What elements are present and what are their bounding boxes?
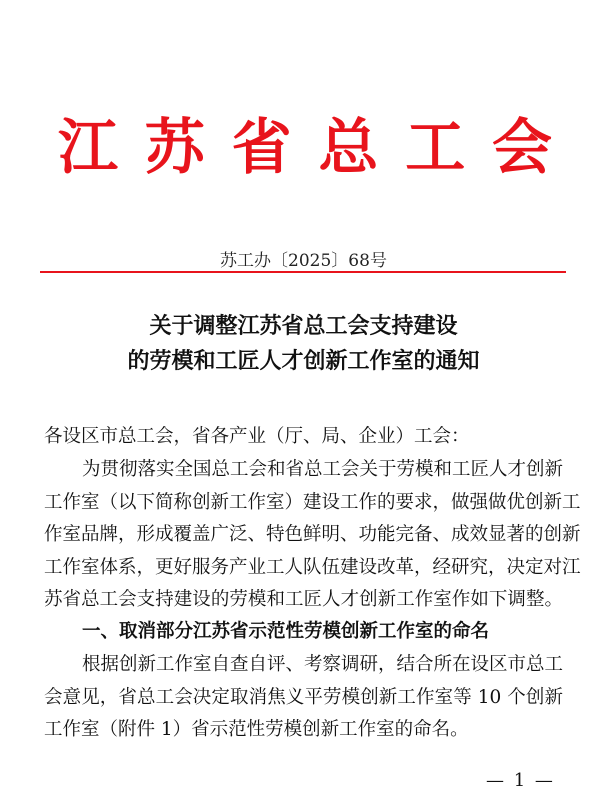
paragraph-line: 工作室（附件 1）省示范性劳模创新工作室的命名。 [44, 719, 469, 740]
paragraph-line: 为贯彻落实全国总工会和省总工会关于劳模和工匠人才创新 [82, 459, 564, 480]
paragraph-line: 会意见，省总工会决定取消焦义平劳模创新工作室等 10 个创新 [44, 687, 563, 708]
org-char: 总 [318, 113, 379, 183]
org-char: 省 [231, 113, 292, 183]
paragraph-line: 工作室（以下简称创新工作室）建设工作的要求，做强做优创新工 [44, 492, 581, 513]
red-divider [40, 271, 566, 273]
org-char: 工 [405, 113, 466, 183]
org-char: 苏 [144, 113, 205, 183]
org-char: 会 [491, 113, 552, 183]
document-number: 苏工办〔2025〕68号 [220, 251, 387, 271]
salutation: 各设区市总工会，省各产业（厅、局、企业）工会： [44, 426, 470, 447]
section-heading: 一、取消部分江苏省示范性劳模创新工作室的命名 [82, 621, 490, 642]
paragraph-line: 工作室体系，更好服务产业工人队伍建设改革，经研究，决定对江 [44, 557, 581, 578]
org-char: 江 [58, 113, 118, 183]
page-number: — 1 — [486, 770, 555, 791]
paragraph-line: 作室品牌，形成覆盖广泛、特色鲜明、功能完备、成效显著的创新 [44, 524, 581, 545]
paragraph-line: 苏省总工会支持建设的劳模和工匠人才创新工作室作如下调整。 [44, 589, 563, 610]
paragraph-line: 根据创新工作室自查自评、考察调研，结合所在设区市总工 [82, 654, 564, 675]
issuing-organization-header [58, 108, 552, 188]
document-title-line-2: 的劳模和工匠人才创新工作室的通知 [127, 348, 480, 374]
document-title-line-1: 关于调整江苏省总工会支持建设 [149, 313, 458, 339]
